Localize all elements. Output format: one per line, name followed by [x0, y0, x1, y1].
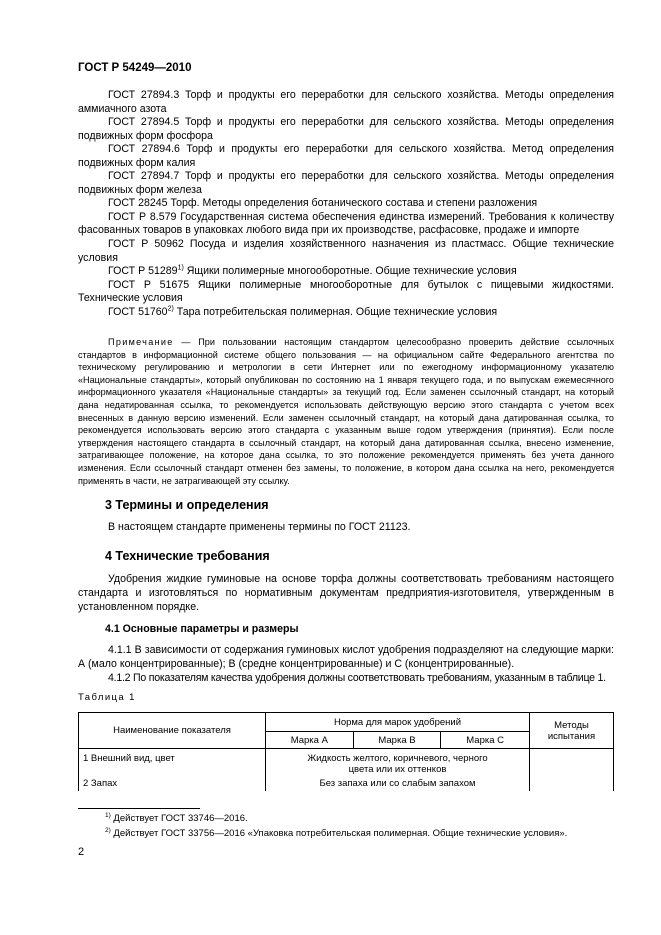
row-value: Без запаха или со слабым запахом [266, 776, 530, 791]
header-indicator: Наименование показателя [79, 713, 266, 749]
row-value: Жидкость желтого, коричневого, черного цвета или их оттенков [266, 749, 530, 777]
reference-item: ГОСТ 27894.7 Торф и продукты его переработки для сельского хозяйства. Методы определения подвижных форм железа [78, 170, 614, 196]
page-number: 2 [78, 846, 85, 858]
table-row [79, 749, 614, 777]
header-norm: Норма для марок удобрений [266, 713, 530, 732]
reference-item: ГОСТ 27894.3 Торф и продукты его переработки для сельского хозяйства. Методы определения аммиачного азота [78, 89, 614, 115]
header-methods: Методы испытания [530, 713, 614, 749]
row-method [530, 749, 614, 777]
reference-item: ГОСТ 27894.5 Торф и продукты его переработки для сельского хозяйства. Методы определения подвижных форм фосфора [78, 116, 614, 142]
reference-item: ГОСТ 27894.6 Торф и продукты его переработки для сельского хозяйства. Метод определения подвижных форм калия [78, 143, 614, 169]
note-text: — При пользовании настоящим стандартом целесообразно проверить действие ссылочных стандартов в информационной системе общего пользования — на официальном сайте Федерального агентства по техническому регулированию и метрологии в сети Интернет или по ежегодному информационному указателю «Национальные стандарты», который опубликован по состоянию на 1 января текущего года, и по выпускам ежемесячного информационного указателя «Национальные стандарты» за текущий год. Если заменен ссылочный стандарт, на который дана недатированная ссылка, то рекомендуется использовать действующую версию этого стандарта с учетом всех внесенных в данную версию изменений. Если заменен ссылочный стандарт, на который дана датированная ссылка, то рекомендуется использовать версию этого стандарта с указанным выше годом утверждения (принятия). Если после утверждения настоящего стандарта в ссылочный стандарт, на который дана датированная ссылка, внесено изменение, затрагивающее положение, на которое дана ссылка, то это положение рекомендуется применять без учета данного изменения. Если ссылочный стандарт отменен без замены, то положение, в котором дана ссылка на него, рекомендуется применять в части, не затрагивающей эту ссылку. [78, 337, 614, 486]
clause-4-1-1: 4.1.1 В зависимости от содержания гуминовых кислот удобрения подразделяют на следующие марки: А (мало концентрированные); В (средне концентрированные) и С (концентрированные). [78, 644, 614, 670]
header-mark-c: Марка С [441, 732, 530, 749]
table-row [79, 776, 614, 791]
footnote-mark: 1) [105, 811, 111, 819]
table-caption: Таблица 1 [78, 692, 136, 703]
section-4-intro: Удобрения жидкие гуминовые на основе торфа должны соответствовать требованиям настоящего стандарта и изготовляться по нормативным документам предприятия-изготовителя, утвержденным в установленном порядке. [78, 573, 614, 613]
footnote-text: Действует ГОСТ 33746—2016. [110, 813, 248, 824]
note-label: Примечание [108, 337, 174, 347]
references-note [78, 336, 614, 487]
section-4-title: 4 Технические требования [105, 549, 270, 563]
header-mark-b: Марка В [353, 732, 441, 749]
reference-item: ГОСТ Р 8.579 Государственная система обеспечения единства измерений. Требования к количеству фасованных товаров в упаковках любого вида при их производстве, расфасовке, продаже и импорте [78, 210, 614, 237]
row-indicator: 2 Запах [79, 776, 266, 791]
footnote-divider [78, 808, 200, 809]
reference-code: ГОСТ Р 51289 [108, 265, 178, 278]
reference-item: ГОСТ 28245 Торф. Методы определения ботанического состава и степени разложения [108, 197, 538, 210]
reference-item [78, 306, 614, 320]
reference-code: ГОСТ 51760 [108, 305, 168, 318]
section-3-title: 3 Термины и определения [105, 498, 269, 512]
reference-item: ГОСТ Р 51675 Ящики полимерные многооборотные для бутылок с пищевыми жидкостями. Технические условия [78, 278, 614, 305]
footnote-mark: 1) [177, 264, 184, 272]
footnote-mark: 2) [167, 305, 174, 313]
clause-4-1-2: 4.1.2 По показателям качества удобрения должны соответствовать требованиям, указанным в таблице 1. [108, 672, 606, 684]
table-header-row [79, 713, 614, 732]
footnote-2 [105, 828, 567, 839]
reference-item: ГОСТ Р 50962 Посуда и изделия хозяйственного назначения из пластмасс. Общие технические условия [78, 238, 614, 264]
footnote-1 [105, 813, 248, 824]
subsection-4-1-title: 4.1 Основные параметры и размеры [105, 623, 299, 635]
footnote-text: Действует ГОСТ 33756—2016 «Упаковка потребительская полимерная. Общие технические условия». [110, 828, 568, 839]
section-3-text: В настоящем стандарте применены термины по ГОСТ 21123. [108, 521, 411, 533]
header-mark-a: Марка А [266, 732, 354, 749]
reference-item [78, 265, 614, 279]
row-method [530, 776, 614, 791]
reference-title: Тара потребительская полимерная. Общие технические условия [173, 305, 498, 318]
reference-title: Ящики полимерные многооборотные. Общие технические условия [183, 265, 517, 278]
normative-references-list [78, 89, 614, 319]
requirements-table [78, 712, 614, 791]
document-header: ГОСТ Р 54249—2010 [78, 62, 192, 74]
footnote-mark: 2) [105, 826, 111, 834]
row-indicator: 1 Внешний вид, цвет [79, 749, 266, 777]
